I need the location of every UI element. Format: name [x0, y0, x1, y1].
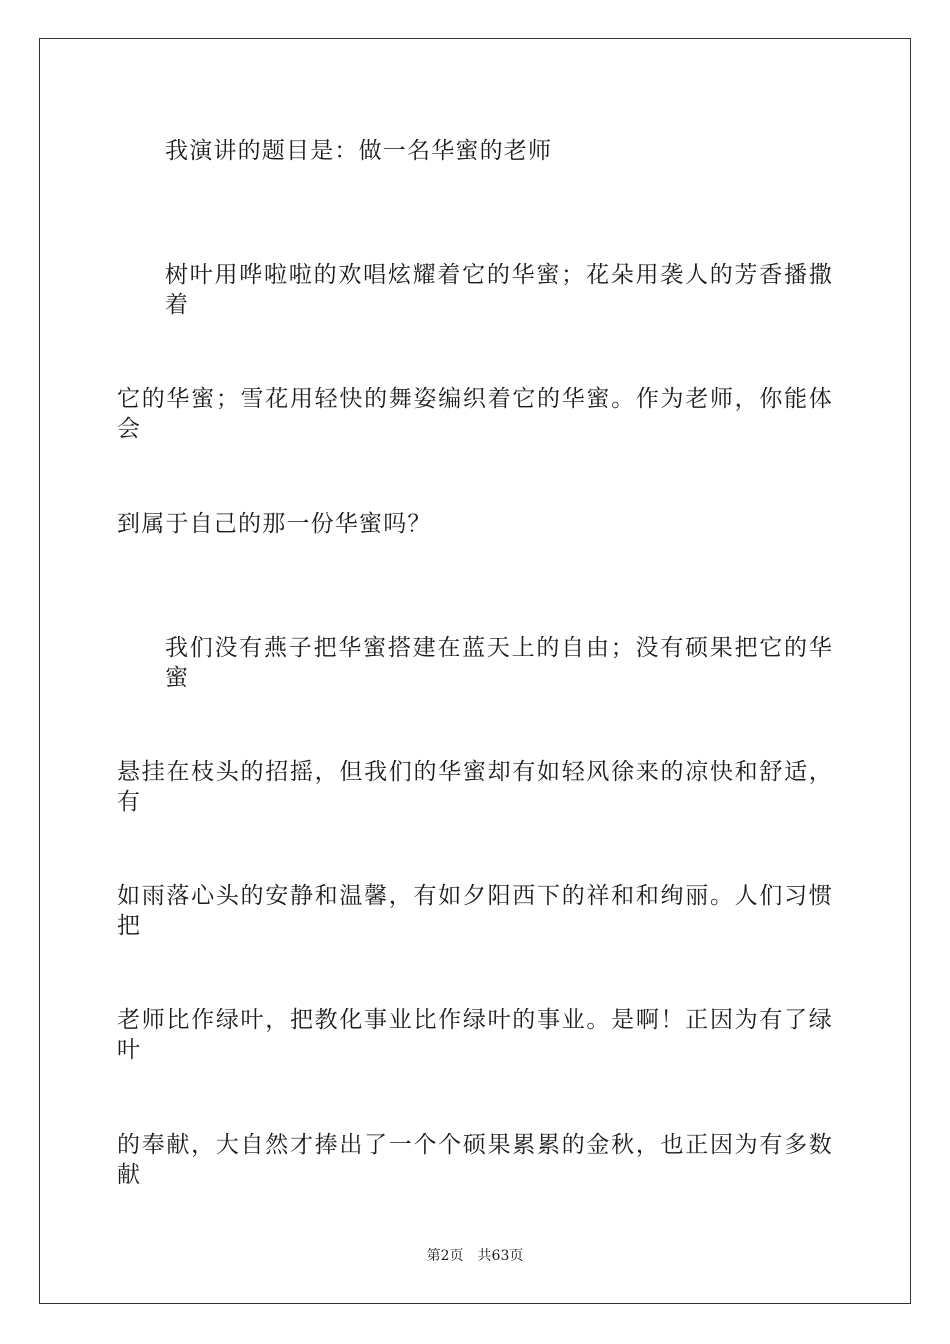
page-footer [0, 1247, 950, 1265]
page-total: 共63页 [477, 1248, 524, 1264]
paragraph-line: 如雨落心头的安静和温馨，有如夕阳西下的祥和和绚丽。人们习惯把 [117, 883, 833, 939]
paragraph-line: 老师比作绿叶，把教化事业比作绿叶的事业。是啊！正因为有了绿叶 [117, 1007, 833, 1063]
paragraph-line: 悬挂在枝头的招摇，但我们的华蜜却有如轻风徐来的凉快和舒适，有 [117, 759, 833, 815]
paragraph-line: 树叶用哗啦啦的欢唱炫耀着它的华蜜；花朵用袭人的芳香播撒着 [165, 262, 833, 318]
paragraph-line: 的奉献，大自然才捧出了一个个硕果累累的金秋，也正因为有多数献 [117, 1132, 833, 1188]
page-number: 第2页 [426, 1248, 464, 1264]
paragraph-line: 我们没有燕子把华蜜搭建在蓝天上的自由；没有硕果把它的华蜜 [165, 635, 833, 691]
paragraph-line: 到属于自己的那一份华蜜吗？ [117, 511, 432, 537]
paragraph-line: 我演讲的题目是：做一名华蜜的老师 [165, 138, 553, 164]
paragraph-line: 它的华蜜；雪花用轻快的舞姿编织着它的华蜜。作为老师，你能体会 [117, 386, 833, 442]
